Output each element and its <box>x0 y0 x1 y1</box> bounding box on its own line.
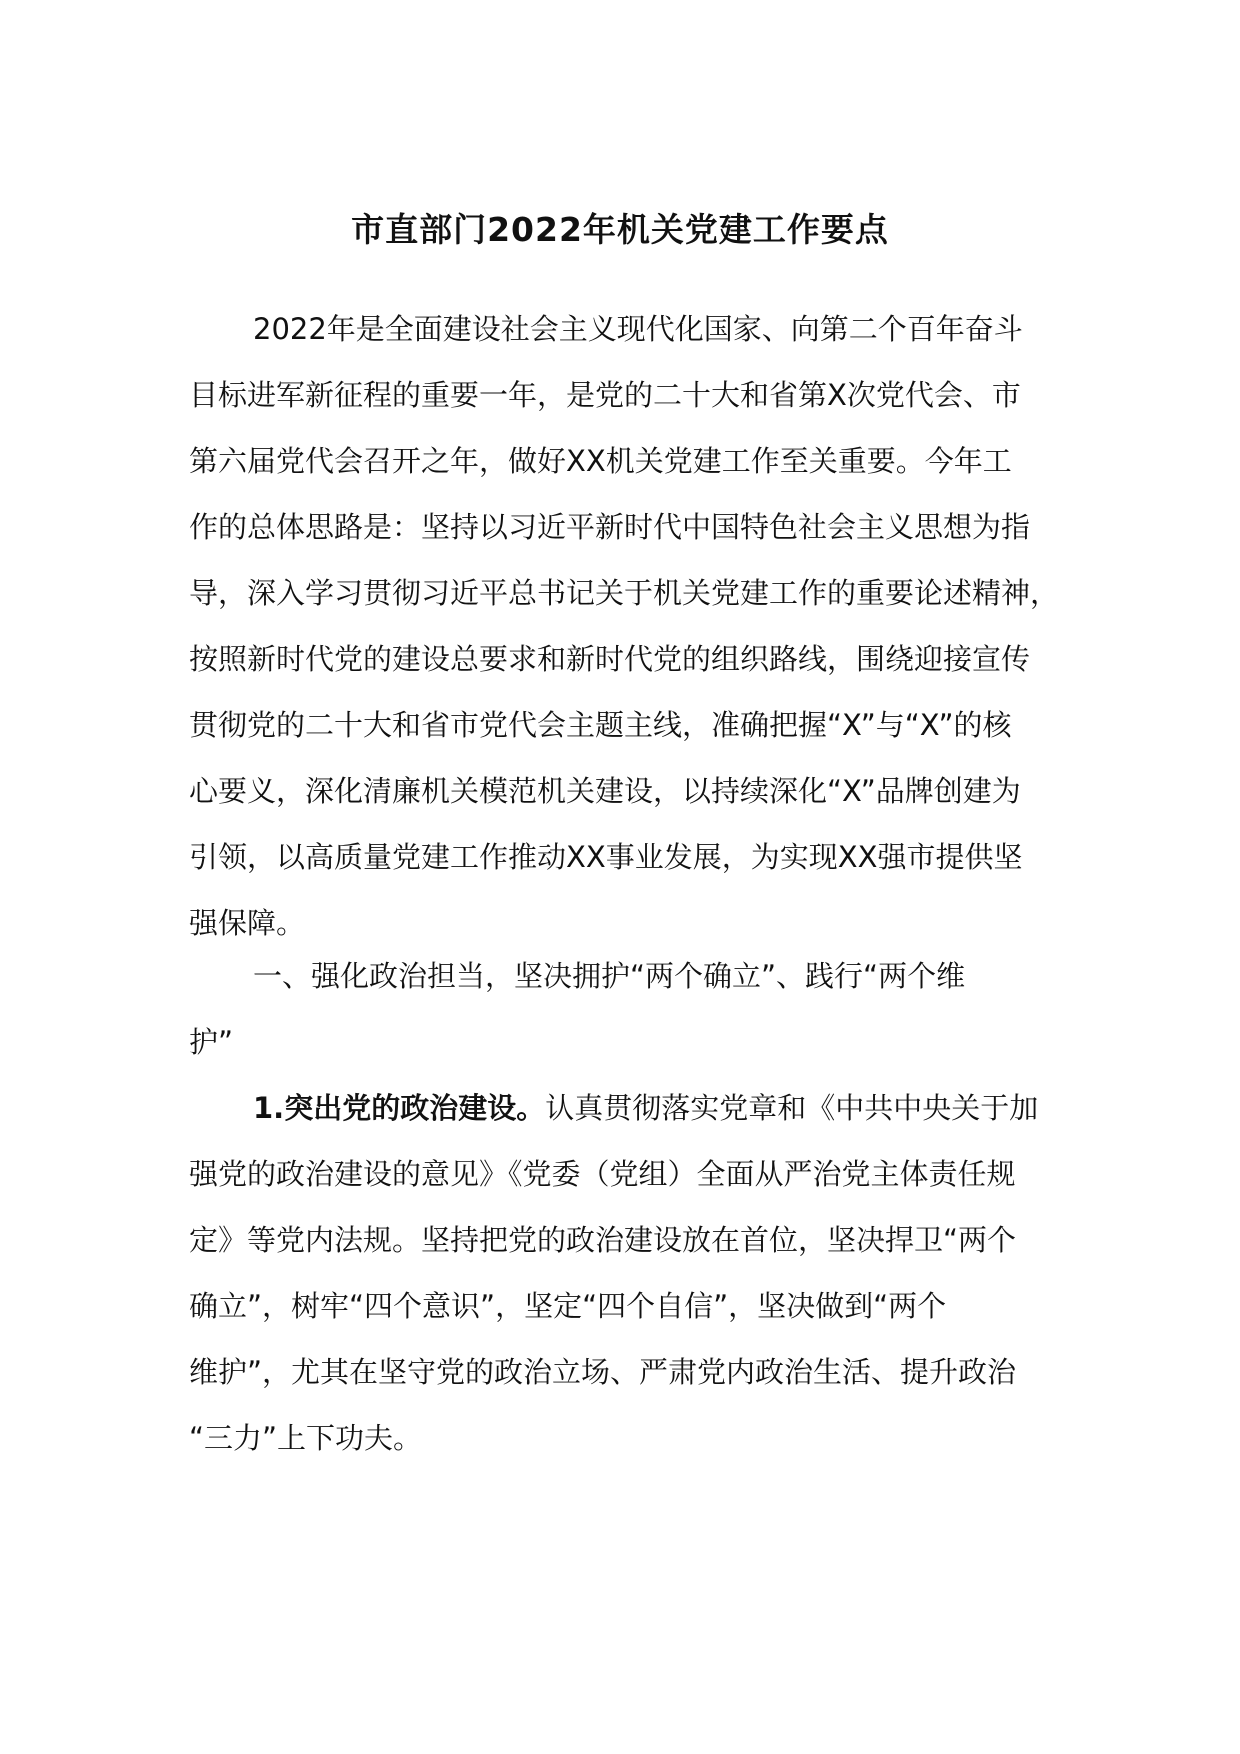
paragraph-line: “三力”上下功夫。 <box>189 1421 423 1455</box>
document-title: 市直部门2022年机关党建工作要点 <box>351 210 889 249</box>
item-first-line <box>189 1075 1069 1141</box>
section-heading <box>189 943 1069 1075</box>
paragraph-line: 心要义，深化清廉机关模范机关建设，以持续深化“X”品牌创建为 <box>189 774 1021 808</box>
item-paragraph <box>189 1075 1069 1471</box>
paragraph-line: 维护”，尤其在坚守党的政治立场、严肃党内政治生活、提升政治 <box>189 1355 1017 1389</box>
paragraph-line: 引领，以高质量党建工作推动XX事业发展，为实现XX强市提供坚 <box>189 840 1023 874</box>
item-lead: 1.突出党的政治建设。 <box>253 1091 546 1125</box>
paragraph-line: 导，深入学习贯彻习近平总书记关于机关党建工作的重要论述精神， <box>189 576 1060 610</box>
paragraph-line: 按照新时代党的建设总要求和新时代党的组织路线，围绕迎接宣传 <box>189 642 1031 676</box>
item-first-line-rest: 认真贯彻落实党章和《中共中央关于加 <box>545 1091 1039 1125</box>
paragraph-line: 强党的政治建设的意见》《党委（党组）全面从严治党主体责任规 <box>189 1157 1016 1191</box>
paragraph-line: 强保障。 <box>189 906 306 940</box>
paragraph-line: 目标进军新征程的重要一年，是党的二十大和省第X次党代会、市 <box>189 378 1021 412</box>
paragraph-line: 第六届党代会召开之年，做好XX机关党建工作至关重要。今年工 <box>189 444 1012 478</box>
section-heading-line: 护” <box>189 1025 234 1059</box>
paragraph-line: 确立”，树牢“四个意识”，坚定“四个自信”，坚决做到“两个 <box>189 1289 947 1323</box>
section-heading-line: 一、强化政治担当，坚决拥护“两个确立”、践行“两个维 <box>253 959 966 993</box>
intro-paragraph <box>189 296 1069 956</box>
paragraph-line: 2022年是全面建设社会主义现代化国家、向第二个百年奋斗 <box>253 312 1023 346</box>
paragraph-line: 作的总体思路是：坚持以习近平新时代中国特色社会主义思想为指 <box>189 510 1031 544</box>
paragraph-line: 贯彻党的二十大和省市党代会主题主线，准确把握“X”与“X”的核 <box>189 708 1012 742</box>
paragraph-line: 定》等党内法规。坚持把党的政治建设放在首位，坚决捍卫“两个 <box>189 1223 1017 1257</box>
